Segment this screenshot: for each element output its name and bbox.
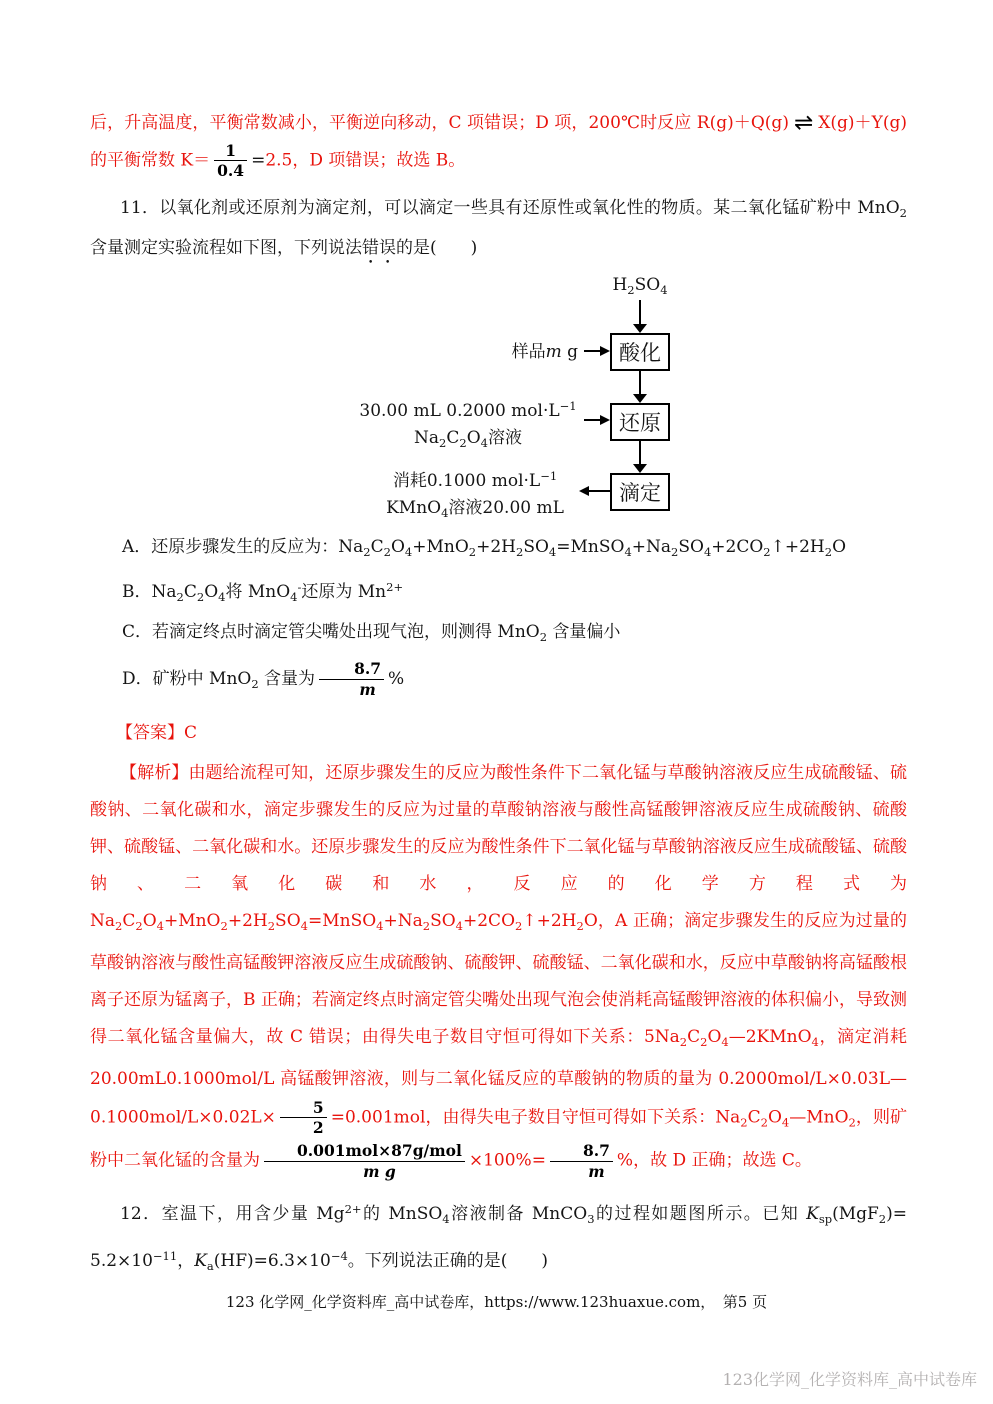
flowchart-box-acidify-label: 酸化	[619, 340, 661, 365]
flowchart-arrowhead-left-1	[579, 486, 589, 496]
question-11-stem: 11．以氧化剂或还原剂为滴定剂，可以滴定一些具有还原性或氧化性的物质。某二氧化锰矿粉中 MnO$_2$ 含量测定实验流程如下图，下列说法错误的是( )	[90, 197, 907, 258]
question-12-stem: 12．室温下，用含少量 $Mg^{2+}$的 MnSO$_4$溶液制备 MnCO$_3$的过程如题图所示。已知 $K_{sp}(MgF_2)= 5.2\times 10^{-11}$，$K_a(HF)=6.3\times 10^{-4}$。下列说法正确的是( )	[90, 1201, 908, 1273]
flowchart-arrow-left-1	[588, 490, 610, 492]
q11-explanation: 【解析】由题给流程可知，还原步骤发生的反应为酸性条件下二氧化锰与草酸钠溶液反应生成硫酸锰、硫酸钠、二氧化碳和水，滴定步骤发生的反应为过量的草酸钠溶液与酸性高锰酸钾溶液反应生成硫酸钠、硫酸钾、硫酸锰、二氧化碳和水。还原步骤发生的反应为酸性条件下二氧化锰与草酸钠溶液反应生成硫酸锰、硫酸钠、二氧化碳和水，反应的化学方程式为 $Na_2C_2O_4+MnO_2+2H_2SO_4=MnSO_4+Na_2SO_4+2CO_2↑+2H_2O$，A 正确；滴定步骤发生的反应为过量的草酸钠溶液与酸性高锰酸钾溶液反应生成硫酸钠、硫酸钾、硫酸锰、二氧化碳和水，反应中草酸钠将高锰酸根离子还原为锰离子，B 正确；若滴定终点时滴定管尖嘴处出现气泡会使消耗高锰酸钾溶液的体积偏小，导致测得二氧化锰含量偏大，故 C 错误；由得失电子数目守恒可得如下关系：$5Na_2C_2O_4—2KMnO_4$，滴定消耗 20.00mL0.1000mol/L 高锰酸钾溶液，则与二氧化锰反应的草酸钠的物质的量为 0.2000mol/L×0.03L—0.1000mol/L×0.02L× $\frac{5}{2}$ =0.001mol，由得失电子数目守恒可得如下关系：$Na_2C_2O_4—MnO_2$，则矿粉中二氧化锰的含量为 $\frac{\text{0.001mol×87g/mol}}{\text{m g}}$ ×100%= $\frac{8.7}{m}$ %，故 D 正确；故选 C。	[90, 762, 908, 1181]
flowchart-arrowhead-right-1	[600, 346, 610, 356]
flowchart-arrow-right-1	[584, 350, 601, 352]
q11-option-b: B．$Na_2C_2O_4$将 MnO$_4$-还原为 $Mn^{2+}$	[122, 579, 404, 604]
flowchart-arrowhead-down-1	[633, 324, 647, 333]
flowchart-h2so4-label: $H_2SO_4$	[612, 274, 668, 297]
page-content	[90, 106, 907, 1285]
q11-flowchart-diagram	[90, 272, 907, 524]
flowchart-kmno4-output-label	[375, 463, 575, 527]
q11-option-a: A．还原步骤发生的反应为：$Na_2C_2O_4+MnO_2+2H_2SO_4=MnSO_4+Na_2SO_4+2CO_2↑+2H_2O$	[122, 536, 847, 559]
flowchart-box-titrate	[610, 473, 670, 511]
flowchart-sample-label: 样品m g	[511, 341, 578, 362]
flowchart-oxalate-input-line2: $Na_2C_2O_4$溶液	[414, 427, 522, 450]
flowchart-arrowhead-right-2	[600, 415, 610, 425]
flowchart-oxalate-input-label	[358, 393, 578, 457]
page-footer: 123 化学网_化学资料库_高中试卷库，https://www.123huaxue.com， 第5 页	[225, 1293, 768, 1311]
flowchart-arrow-down-1	[639, 300, 641, 324]
flowchart-arrow-down-3	[639, 441, 641, 464]
q11-option-d: D．矿粉中 MnO$_2$ 含量为 $\frac{8.7}{m}$ %	[122, 659, 405, 699]
flowchart-box-titrate-label: 滴定	[619, 480, 661, 505]
flowchart-arrow-right-2	[584, 419, 601, 421]
q11-answer: 【答案】C	[116, 722, 198, 743]
site-watermark: 123化学网_化学资料库_高中试卷库	[722, 1370, 977, 1389]
flowchart-box-reduce-label: 还原	[619, 410, 661, 435]
flowchart-arrowhead-down-3	[633, 464, 647, 473]
flowchart-oxalate-input-line1: 30.00 mL 0.2000 $mol\cdot L^{-1}$	[359, 398, 577, 421]
flowchart-kmno4-output-line2: KMnO$_4$溶液20.00 mL	[386, 497, 564, 520]
q11-option-c: C．若滴定终点时滴定管尖嘴处出现气泡，则测得 MnO$_2$ 含量偏小	[122, 621, 621, 644]
prev-question-explanation-continued: 后，升高温度，平衡常数减小，平衡逆向移动，C 项错误；D 项，200℃时反应 R(g)＋Q(g) ⇌ X(g)＋Y(g)的平衡常数 K＝ $\frac{1}{0.4}$ =2.5，D 项错误；故选 B。	[90, 110, 907, 181]
flowchart-arrowhead-down-2	[633, 394, 647, 403]
flowchart-box-reduce	[610, 403, 670, 441]
flowchart-box-acidify	[610, 333, 670, 371]
flowchart-arrow-down-2	[639, 371, 641, 394]
flowchart-kmno4-output-line1: 消耗0.1000 $mol\cdot L^{-1}$	[392, 468, 558, 491]
